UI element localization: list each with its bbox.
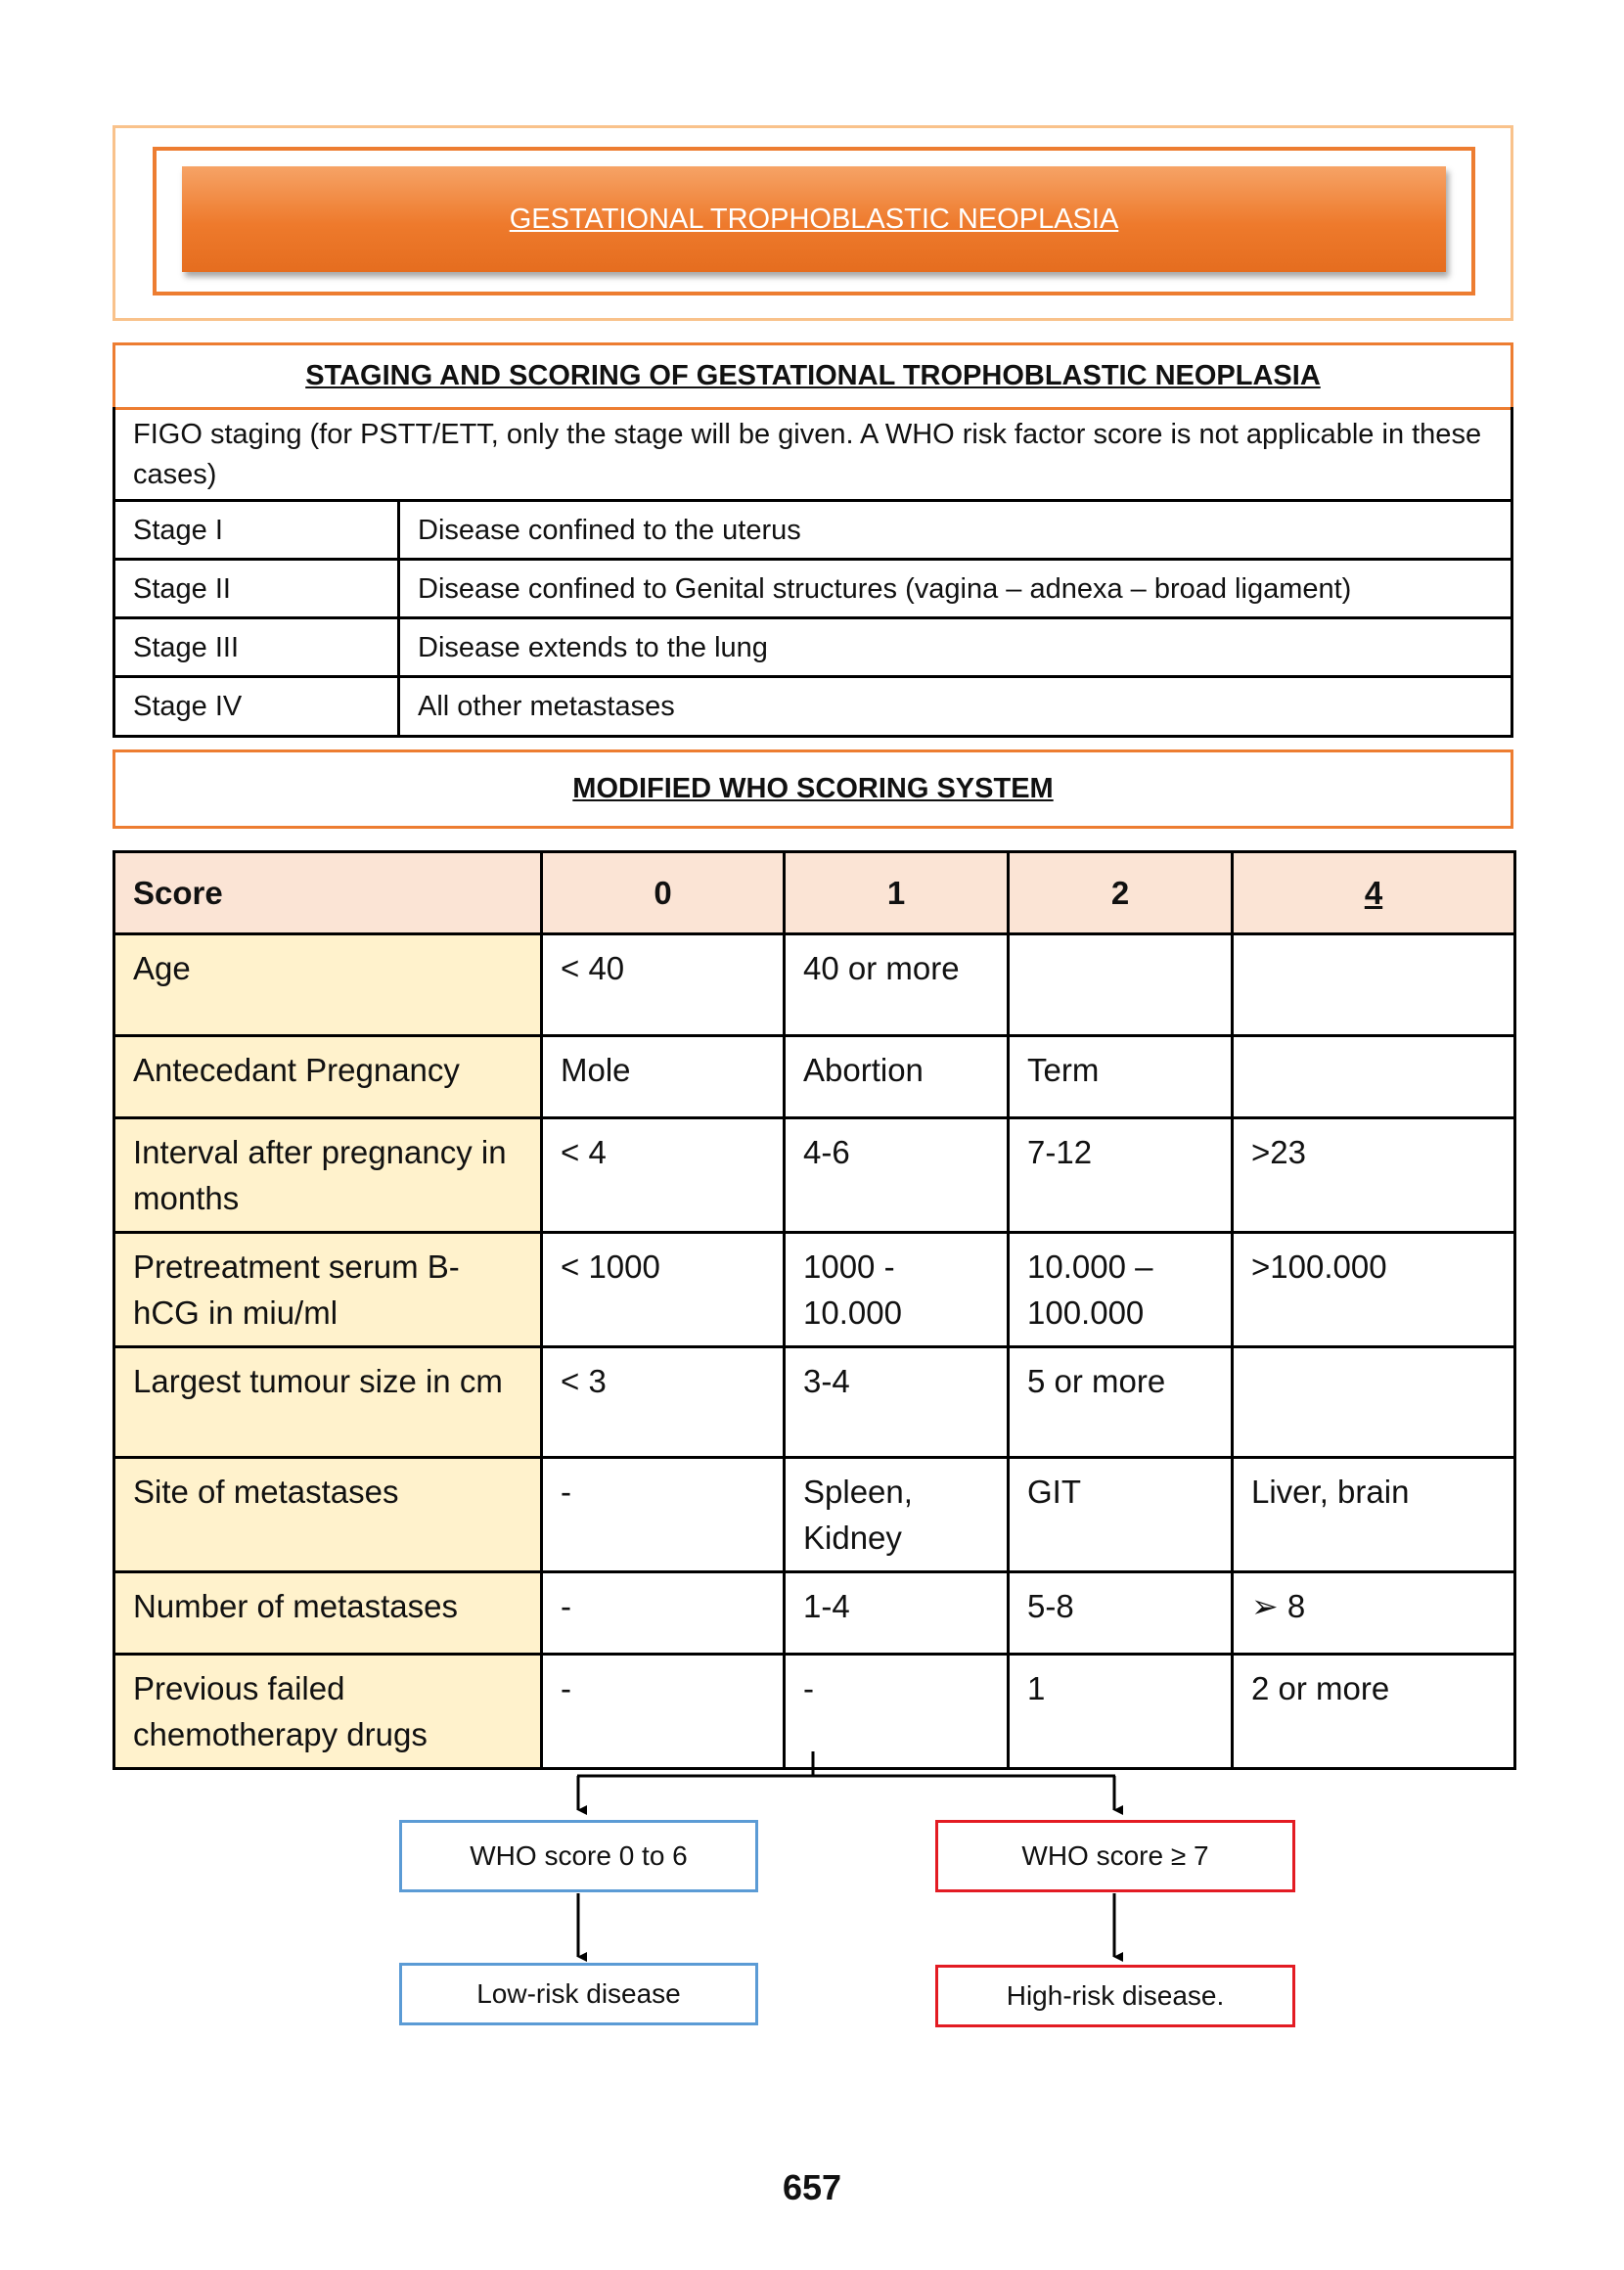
page-number: 657 bbox=[782, 2167, 842, 2207]
table-cell: >100.000 bbox=[1233, 1233, 1515, 1347]
table-cell bbox=[1233, 1347, 1515, 1458]
table-cell: 5 or more bbox=[1009, 1347, 1233, 1458]
figo-row bbox=[115, 561, 1511, 619]
table-cell: 1-4 bbox=[785, 1572, 1009, 1655]
column-header: 4 bbox=[1233, 852, 1515, 934]
table-cell: 40 or more bbox=[785, 934, 1009, 1036]
table-row bbox=[114, 1347, 1515, 1458]
table-row bbox=[114, 1036, 1515, 1118]
row-label: Interval after pregnancy in months bbox=[114, 1118, 542, 1233]
low-score-box: WHO score 0 to 6 bbox=[399, 1820, 758, 1892]
title-banner bbox=[182, 166, 1446, 272]
table-cell: 1000 - 10.000 bbox=[785, 1233, 1009, 1347]
low-risk-box: Low-risk disease bbox=[399, 1963, 758, 2025]
column-header: 1 bbox=[785, 852, 1009, 934]
table-cell: Term bbox=[1009, 1036, 1233, 1118]
table-cell: - bbox=[542, 1572, 785, 1655]
table-cell: < 40 bbox=[542, 934, 785, 1036]
row-label: Site of metastases bbox=[114, 1458, 542, 1572]
figo-staging-table bbox=[113, 407, 1513, 738]
table-cell: ➢ 8 bbox=[1233, 1572, 1515, 1655]
figo-row bbox=[115, 678, 1511, 738]
figo-note: FIGO staging (for PSTT/ETT, only the stage will be given. A WHO risk factor score is not applicable in these cases) bbox=[115, 407, 1511, 502]
table-cell: 1 bbox=[1009, 1655, 1233, 1769]
table-cell: 5-8 bbox=[1009, 1572, 1233, 1655]
stage-label: Stage III bbox=[115, 619, 400, 675]
table-cell: Liver, brain bbox=[1233, 1458, 1515, 1572]
table-cell: 7-12 bbox=[1009, 1118, 1233, 1233]
table-cell bbox=[1009, 934, 1233, 1036]
row-label: Antecedant Pregnancy bbox=[114, 1036, 542, 1118]
table-header-row bbox=[114, 852, 1515, 934]
page-title: GESTATIONAL TROPHOBLASTIC NEOPLASIA bbox=[509, 203, 1119, 235]
table-cell: - bbox=[542, 1458, 785, 1572]
stage-label: Stage IV bbox=[115, 678, 400, 738]
table-row bbox=[114, 1118, 1515, 1233]
column-header: 2 bbox=[1009, 852, 1233, 934]
row-label: Largest tumour size in cm bbox=[114, 1347, 542, 1458]
table-cell: - bbox=[785, 1655, 1009, 1769]
flow-connectors bbox=[0, 1751, 1624, 2045]
who-heading: MODIFIED WHO SCORING SYSTEM bbox=[113, 749, 1513, 829]
table-cell: Mole bbox=[542, 1036, 785, 1118]
table-cell: Abortion bbox=[785, 1036, 1009, 1118]
column-header: Score bbox=[114, 852, 542, 934]
column-header: 0 bbox=[542, 852, 785, 934]
table-cell: >23 bbox=[1233, 1118, 1515, 1233]
who-scoring-table bbox=[113, 850, 1516, 1770]
table-cell: 10.000 – 100.000 bbox=[1009, 1233, 1233, 1347]
high-score-box: WHO score ≥ 7 bbox=[935, 1820, 1295, 1892]
stage-description: All other metastases bbox=[418, 691, 675, 722]
figo-row bbox=[115, 619, 1511, 678]
row-label: Pretreatment serum B-hCG in miu/ml bbox=[114, 1233, 542, 1347]
table-cell: - bbox=[542, 1655, 785, 1769]
table-row bbox=[114, 1233, 1515, 1347]
table-row bbox=[114, 934, 1515, 1036]
row-label: Age bbox=[114, 934, 542, 1036]
table-cell: GIT bbox=[1009, 1458, 1233, 1572]
table-cell: < 3 bbox=[542, 1347, 785, 1458]
stage-description: Disease extends to the lung bbox=[418, 632, 768, 663]
table-cell bbox=[1233, 1036, 1515, 1118]
table-row bbox=[114, 1458, 1515, 1572]
table-cell: Spleen, Kidney bbox=[785, 1458, 1009, 1572]
table-cell: 2 or more bbox=[1233, 1655, 1515, 1769]
table-cell bbox=[1233, 934, 1515, 1036]
stage-description: Disease confined to the uterus bbox=[418, 515, 801, 546]
row-label: Previous failed chemotherapy drugs bbox=[114, 1655, 542, 1769]
table-cell: < 1000 bbox=[542, 1233, 785, 1347]
staging-heading: STAGING AND SCORING OF GESTATIONAL TROPHOBLASTIC NEOPLASIA bbox=[113, 342, 1513, 410]
table-cell: 4-6 bbox=[785, 1118, 1009, 1233]
table-row bbox=[114, 1572, 1515, 1655]
high-risk-box: High-risk disease. bbox=[935, 1965, 1295, 2027]
figo-row bbox=[115, 502, 1511, 561]
stage-label: Stage II bbox=[115, 561, 400, 616]
row-label: Number of metastases bbox=[114, 1572, 542, 1655]
stage-label: Stage I bbox=[115, 502, 400, 558]
stage-description: Disease confined to Genital structures (vagina – adnexa – broad ligament) bbox=[418, 573, 1352, 605]
table-cell: < 4 bbox=[542, 1118, 785, 1233]
table-cell: 3-4 bbox=[785, 1347, 1009, 1458]
